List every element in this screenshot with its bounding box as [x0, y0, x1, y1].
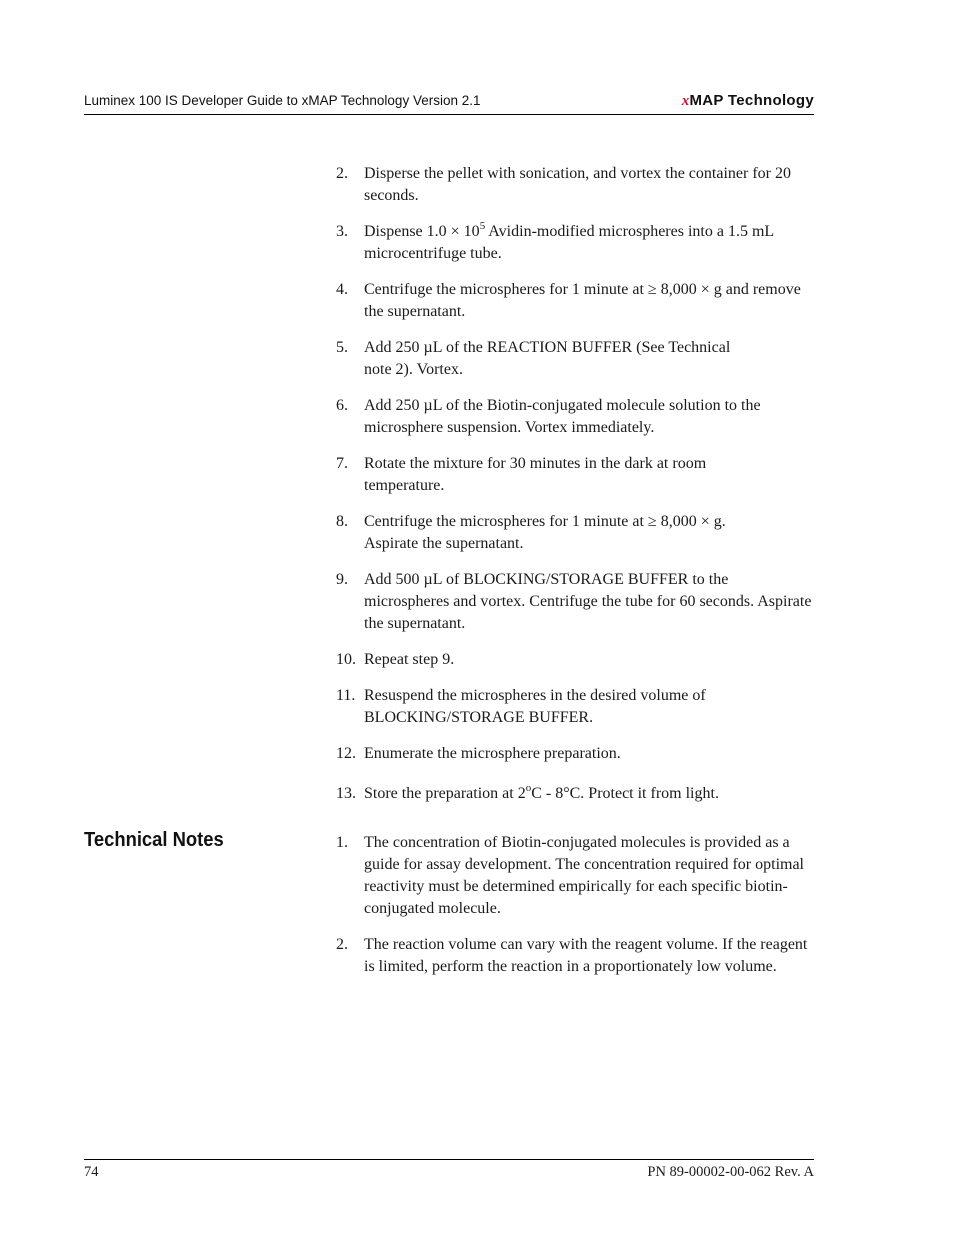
- step-text: temperature.: [364, 477, 445, 494]
- step-number: 5.: [336, 339, 348, 356]
- procedure-steps: [336, 163, 816, 805]
- step-text: Enumerate the microsphere preparation.: [364, 745, 621, 762]
- list-item: [336, 685, 816, 729]
- list-item: [336, 395, 816, 439]
- step-text: Add 250 µL of the Biotin-conjugated molecule solution to the microsphere suspension. Vortex immediately.: [364, 397, 761, 436]
- step-number: 4.: [336, 281, 348, 298]
- list-item: [336, 743, 816, 765]
- page-header: [84, 90, 814, 115]
- brand-rest: MAP Technology: [689, 92, 814, 109]
- step-text: Aspirate the supernatant.: [364, 535, 524, 552]
- step-number: 3.: [336, 223, 348, 240]
- step-number: 9.: [336, 571, 348, 588]
- step-text: Repeat step 9.: [364, 651, 455, 668]
- step-text: Add 250 µL of the REACTION BUFFER (See Technical: [364, 339, 731, 356]
- step-number: 6.: [336, 397, 348, 414]
- list-item: [336, 221, 816, 265]
- step-text: Resuspend the microspheres in the desired volume of: [364, 687, 706, 704]
- step-number: 11.: [336, 687, 356, 704]
- list-item: [336, 337, 816, 381]
- brand-x: x: [681, 93, 690, 109]
- step-text: note 2). Vortex.: [364, 361, 463, 378]
- step-number: 8.: [336, 513, 348, 530]
- step-number: 2.: [336, 165, 348, 182]
- step-text: C - 8°C. Protect it from light.: [531, 785, 719, 802]
- list-item: [336, 511, 816, 555]
- page-footer: [84, 1159, 814, 1186]
- list-item: [336, 163, 816, 207]
- step-text: Store the preparation at 2: [364, 785, 526, 802]
- step-text: Disperse the pellet with sonication, and vortex the container for 20 seconds.: [364, 165, 791, 204]
- step-number: 7.: [336, 455, 348, 472]
- technical-notes-list: [336, 832, 816, 978]
- list-item: [336, 569, 816, 635]
- page-number: 74: [84, 1164, 99, 1180]
- step-number: 13.: [336, 785, 356, 802]
- step-text: Dispense 1.0 × 10: [364, 223, 480, 240]
- section-running-title: [682, 92, 814, 110]
- step-text: Centrifuge the microspheres for 1 minute at ≥ 8,000 × g and remove the supernatant.: [364, 281, 801, 320]
- step-text: Avidin-modified microspheres into a 1.5 mL microcentrifuge tube.: [364, 223, 774, 262]
- step-text: BLOCKING/STORAGE BUFFER.: [364, 709, 594, 726]
- list-item: [336, 453, 816, 497]
- document-title: Luminex 100 IS Developer Guide to xMAP Technology Version 2.1: [84, 93, 481, 108]
- exponent: 5: [479, 219, 486, 232]
- degree-superscript: o: [525, 781, 532, 794]
- section-heading: Technical Notes: [84, 829, 224, 851]
- list-item: [336, 279, 816, 323]
- note-text: The concentration of Biotin-conjugated molecules is provided as a guide for assay development. The concentration required for optimal reactivity must be determined empirically for each specific biotin-conjugated molecule.: [364, 834, 804, 917]
- step-number: 10.: [336, 651, 356, 668]
- list-item: [336, 832, 816, 920]
- step-number: 12.: [336, 745, 356, 762]
- step-text: Centrifuge the microspheres for 1 minute at ≥ 8,000 × g.: [364, 513, 726, 530]
- list-item: [336, 783, 816, 805]
- list-item: [336, 934, 816, 978]
- note-number: 1.: [336, 834, 348, 851]
- note-text: The reaction volume can vary with the reagent volume. If the reagent is limited, perform the reaction in a proportionately low volume.: [364, 936, 808, 975]
- part-number: PN 89-00002-00-062 Rev. A: [647, 1164, 814, 1180]
- step-text: Rotate the mixture for 30 minutes in the dark at room: [364, 455, 707, 472]
- note-number: 2.: [336, 936, 348, 953]
- step-text: Add 500 µL of BLOCKING/STORAGE BUFFER to the microspheres and vortex. Centrifuge the tube for 60 seconds. Aspirate the supernatant.: [364, 571, 812, 632]
- list-item: [336, 649, 816, 671]
